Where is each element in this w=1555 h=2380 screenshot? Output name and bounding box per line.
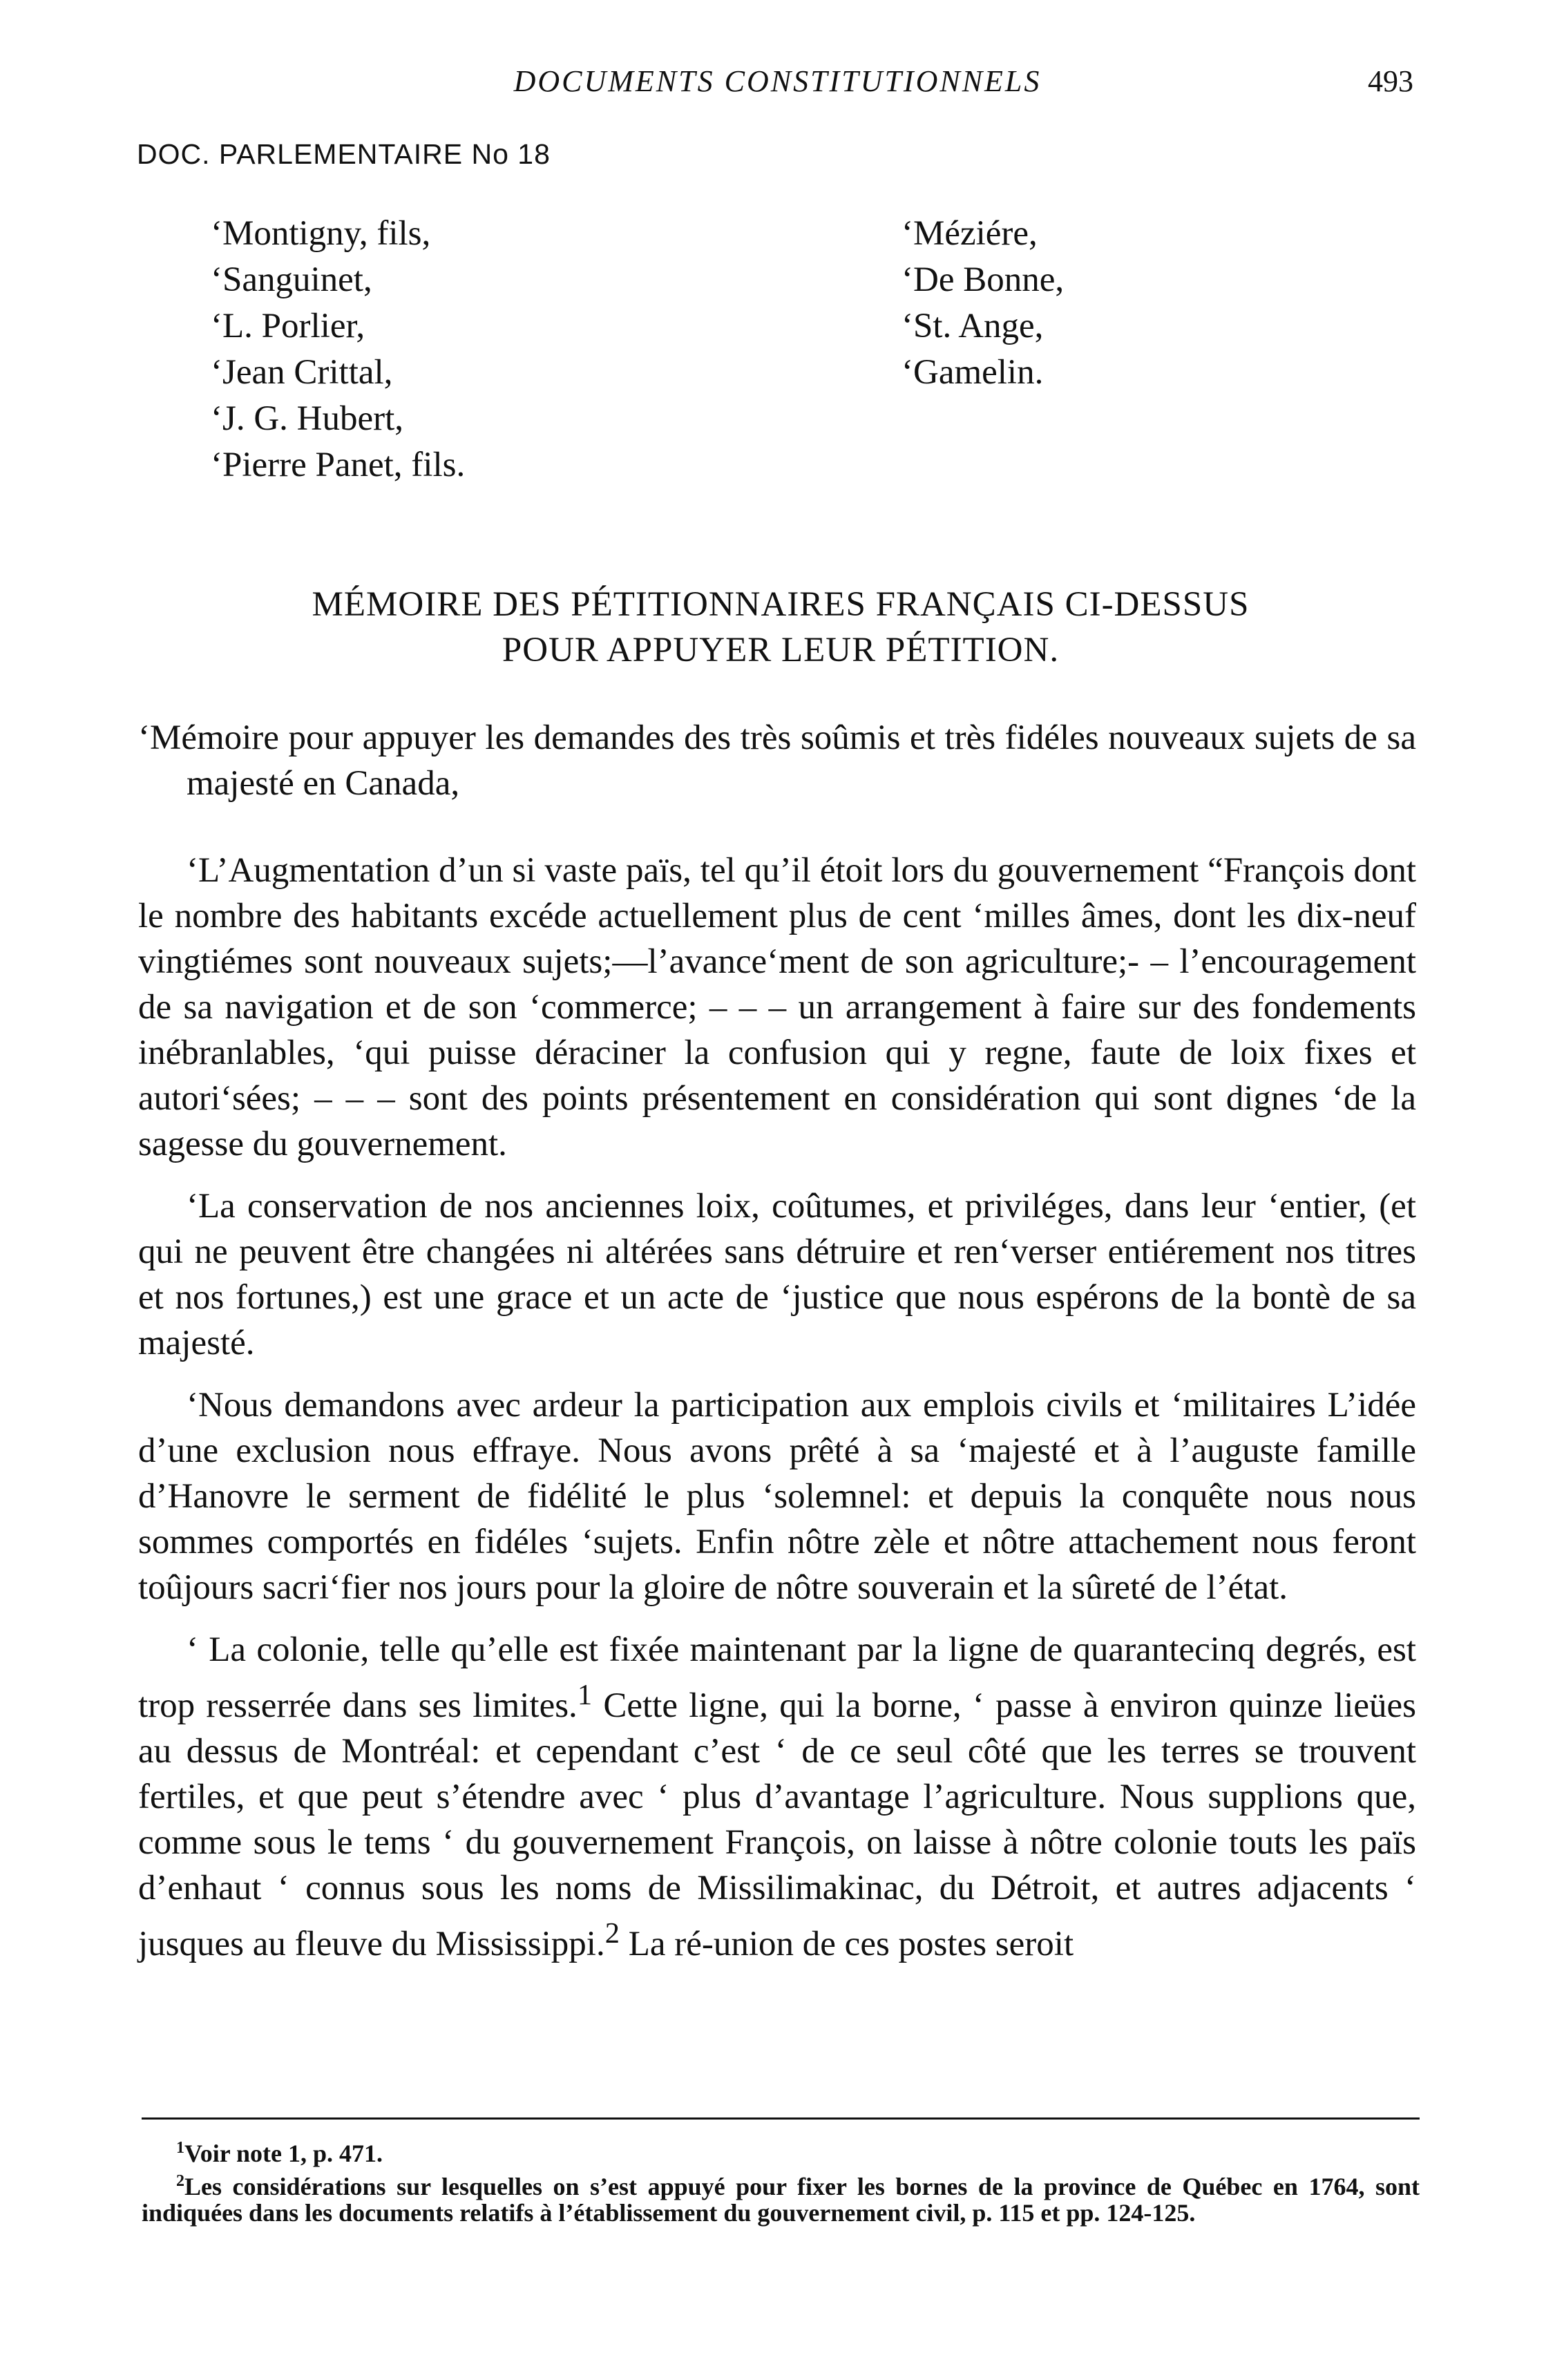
signature-name: ‘Jean Crittal, <box>211 353 393 392</box>
body-text <box>138 715 1416 1983</box>
section-title <box>138 582 1423 673</box>
document-label: DOC. PARLEMENTAIRE No 18 <box>137 138 551 170</box>
section-title-line: MÉMOIRE DES PÉTITIONNAIRES FRANÇAIS CI-DESSUS <box>312 585 1250 624</box>
signature-name: ‘Gamelin. <box>901 353 1044 392</box>
footnote-text: Voir note 1, p. 471. <box>184 2140 383 2167</box>
signature-name: ‘Méziére, <box>901 214 1038 253</box>
signature-list-right <box>901 211 1064 396</box>
memoire-intro: ‘Mémoire pour appuyer les demandes des très soûmis et très fidéles nouveaux sujets de sa majesté en Canada, <box>138 718 1416 803</box>
paragraph-text: La ré-union de ces postes seroit <box>619 1925 1074 1963</box>
paragraph-text: Cette ligne, qui la borne, ‘ passe à environ quinze lieües au dessus de Montréal: et cependant c’est ‘ de ce seul côté que les terres se trouvent fertiles, et que peut s’étendre avec ‘ plus d’avantage l’agriculture. Nous supplions que, comme sous le tems ‘ du gouvernement François, on laisse à nôtre colonie touts les païs d’enhaut ‘ connus sous les noms de Missilimakinac, du Détroit, et autres adjacents ‘ jusques au fleuve du Mississippi. <box>138 1686 1416 1963</box>
running-header <box>0 64 1555 112</box>
signature-name: ‘J. G. Hubert, <box>211 399 404 438</box>
paragraph: ‘La conservation de nos anciennes loix, coûtumes, et priviléges, dans leur ‘entier, (et qui ne peuvent être changées ni altérées sans détruire et ren‘verser entiérement nos titres et nos fortunes,) est une grace et un acte de ‘justice que nous espérons de la bontè de sa majesté. <box>138 1187 1416 1362</box>
paragraph: ‘Nous demandons avec ardeur la participation aux emplois civils et ‘militaires L’idée d’une exclusion nous effraye. Nous avons prêté à sa ‘majesté et à l’auguste famille d’Hanovre le serment de fidélité le plus ‘solemnel: et depuis la conquête nous nous sommes comportés en fidéles ‘sujets. Enfin nôtre zèle et nôtre attachement nous feront toûjours sacri‘fier nos jours pour la gloire de nôtre souverain et la sûreté de l’état. <box>138 1386 1416 1607</box>
footnote-text: Les considérations sur lesquelles on s’est appuyé pour fixer les bornes de la province de Québec en 1764, sont indiquées dans les documents relatifs à l’établissement du gouvernement civil, p. 115 et pp. 124-125. <box>142 2173 1420 2227</box>
signature-name: ‘St. Ange, <box>901 307 1044 345</box>
running-title: DOCUMENTS CONSTITUTIONNELS <box>513 64 1042 98</box>
page-number: 493 <box>1368 64 1413 98</box>
footnote-ref[interactable]: 2 <box>604 1917 620 1950</box>
footnote-number: 2 <box>176 2172 184 2190</box>
paragraph-text: ‘ La colonie, telle qu’elle est fixée maintenant par la ligne de quarantecinq degrés, est trop resserrée dans ses limites. <box>138 1630 1416 1725</box>
footnote-number: 1 <box>176 2139 184 2157</box>
footnote <box>142 2168 1420 2226</box>
signature-name: ‘L. Porlier, <box>211 307 365 345</box>
signature-name: ‘Pierre Panet, fils. <box>211 446 466 484</box>
paragraph-colonie <box>138 1627 1416 1967</box>
signature-name: ‘Sanguinet, <box>211 260 372 299</box>
signature-name: ‘Montigny, fils, <box>211 214 431 253</box>
section-title-line: POUR APPUYER LEUR PÉTITION. <box>502 631 1060 669</box>
footnote-ref[interactable]: 1 <box>577 1679 593 1711</box>
signature-name: ‘De Bonne, <box>901 260 1065 299</box>
footnote <box>142 2135 1420 2167</box>
footnotes <box>142 2135 1420 2227</box>
signature-list-left <box>211 211 465 488</box>
footnote-divider <box>142 2117 1420 2120</box>
paragraph: ‘L’Augmentation d’un si vaste païs, tel qu’il étoit lors du gouvernement “François dont le nombre des habitants excéde actuellement plus de cent ‘milles âmes, dont les dix-neuf vingtiémes sont nouveaux sujets;—l’avance‘ment de son agriculture;- – l’encouragement de sa navigation et de son ‘commerce; – – – un arrangement à faire sur des fondements inébranlables, ‘qui puisse déraciner la confusion qui y regne, faute de loix fixes et autori‘sées; – – – sont des points présentement en considération qui sont dignes ‘de la sagesse du gouvernement. <box>138 851 1416 1163</box>
